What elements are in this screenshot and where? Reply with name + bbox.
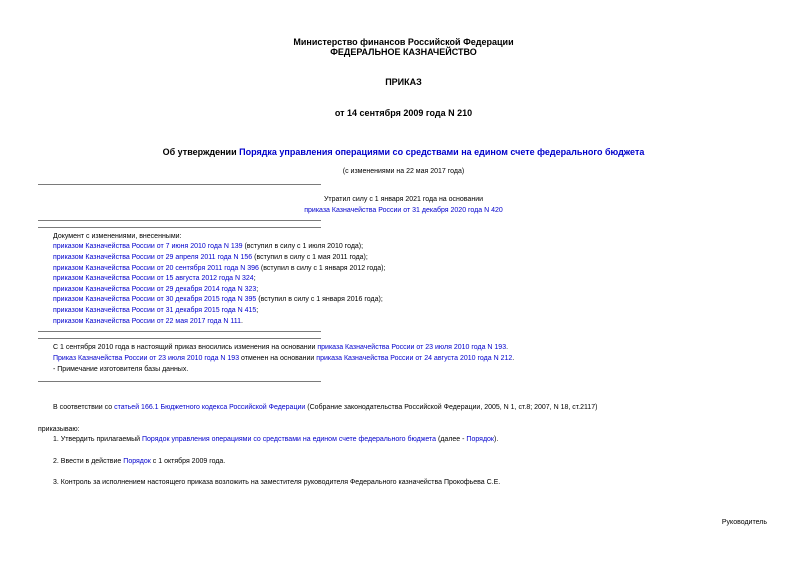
change-link[interactable]: приказом Казначейства России от 20 сентября 2011 года N 396 xyxy=(53,265,259,272)
db-note-1 xyxy=(53,344,508,351)
procedure-link[interactable]: Порядок управления операциями со средствами на едином счете федерального бюджета xyxy=(141,436,437,443)
ministry-name: Министерство финансов Российской Федерации xyxy=(293,37,514,47)
change-link[interactable]: приказом Казначейства России от 7 июня 2010 года N 139 xyxy=(53,243,243,250)
db-note-2 xyxy=(53,355,514,362)
change-link[interactable]: приказом Казначейства России от 31 декабря 2015 года N 415 xyxy=(53,307,257,314)
divider xyxy=(38,220,321,221)
preamble-text: В соответствии со xyxy=(53,404,115,411)
amendment-note: (с изменениями на 22 мая 2017 года) xyxy=(342,168,465,175)
db-note-link[interactable]: приказа Казначейства России от 23 июля 2010 года N 193 xyxy=(317,344,507,351)
point-3: 3. Контроль за исполнением настоящего приказа возложить на заместителя руководителя Федерального казначейства Прокофьева С.Е. xyxy=(53,479,501,486)
title-prefix: Об утверждении xyxy=(162,147,240,157)
point-text: с 1 октября 2009 года. xyxy=(150,458,226,465)
change-link[interactable]: приказом Казначейства России от 30 декабря 2015 года N 395 xyxy=(53,296,257,303)
change-link[interactable]: приказом Казначейства России от 29 декабря 2014 года N 323 xyxy=(53,286,257,293)
change-item xyxy=(53,286,258,293)
change-note: (вступил в силу с 1 января 2012 года); xyxy=(258,265,386,272)
procedure-short-link[interactable]: Порядок xyxy=(123,458,151,465)
punctuation: . xyxy=(506,344,509,351)
change-link[interactable]: приказом Казначейства России от 22 мая 2017 года N 111 xyxy=(53,318,242,325)
db-note-link[interactable]: приказа Казначейства России от 24 августа 2010 года N 212 xyxy=(316,355,513,362)
document-title xyxy=(0,147,807,157)
change-item xyxy=(53,275,256,282)
db-note-3: - Примечание изготовителя базы данных. xyxy=(53,366,189,373)
title-procedure-link[interactable]: Порядка управления операциями со средствами на едином счете федерального бюджета xyxy=(239,147,645,157)
change-link[interactable]: приказом Казначейства России от 29 апреля 2011 года N 156 xyxy=(53,254,253,261)
change-item xyxy=(53,296,383,303)
expired-order-link[interactable]: приказа Казначейства России от 31 декабря 2020 года N 420 xyxy=(304,207,503,214)
change-note: (вступил в силу с 1 мая 2011 года); xyxy=(252,254,368,261)
preamble xyxy=(53,404,598,411)
order-heading: ПРИКАЗ xyxy=(385,77,422,87)
order-date: от 14 сентября 2009 года N 210 xyxy=(334,108,473,118)
punctuation: . xyxy=(512,355,515,362)
change-note: ; xyxy=(256,307,259,314)
point-text: ). xyxy=(494,436,499,443)
db-note-link[interactable]: Приказ Казначейства России от 23 июля 2010 года N 193 xyxy=(53,355,240,362)
change-item xyxy=(53,318,243,325)
divider xyxy=(38,227,321,228)
point-text: 2. Ввести в действие xyxy=(53,458,124,465)
change-item xyxy=(53,254,368,261)
db-note-text: С 1 сентября 2010 года в настоящий приказ вносились изменения на основании xyxy=(53,344,318,351)
signature-title: Руководитель xyxy=(721,519,767,526)
divider xyxy=(38,338,321,339)
point-1 xyxy=(53,436,498,443)
change-item xyxy=(53,265,385,272)
changes-intro: Документ с изменениями, внесенными: xyxy=(53,233,182,240)
change-note: ; xyxy=(256,286,259,293)
expired-notice: Утратил силу с 1 января 2021 года на основании xyxy=(323,196,484,203)
procedure-short-link[interactable]: Порядок xyxy=(466,436,494,443)
change-item xyxy=(53,307,258,314)
change-note: . xyxy=(241,318,243,325)
point-2 xyxy=(53,458,225,465)
change-note: (вступил в силу с 1 января 2016 года); xyxy=(256,296,383,303)
point-text: 1. Утвердить прилагаемый xyxy=(53,436,142,443)
point-text: (далее - xyxy=(436,436,467,443)
divider xyxy=(38,381,321,382)
change-note: ; xyxy=(253,275,256,282)
change-note: (вступил в силу с 1 июля 2010 года); xyxy=(242,243,364,250)
db-note-text: отменен на основании xyxy=(239,355,317,362)
order-word: приказываю: xyxy=(38,426,80,433)
change-link[interactable]: приказом Казначейства России от 15 августа 2012 года N 324 xyxy=(53,275,254,282)
divider xyxy=(38,184,321,185)
budget-code-link[interactable]: статьей 166.1 Бюджетного кодекса Российской Федерации xyxy=(114,404,306,411)
divider xyxy=(38,331,321,332)
change-item xyxy=(53,243,363,250)
treasury-name: ФЕДЕРАЛЬНОЕ КАЗНАЧЕЙСТВО xyxy=(330,47,477,57)
preamble-text: (Собрание законодательства Российской Федерации, 2005, N 1, ст.8; 2007, N 18, ст.2117) xyxy=(305,404,598,411)
